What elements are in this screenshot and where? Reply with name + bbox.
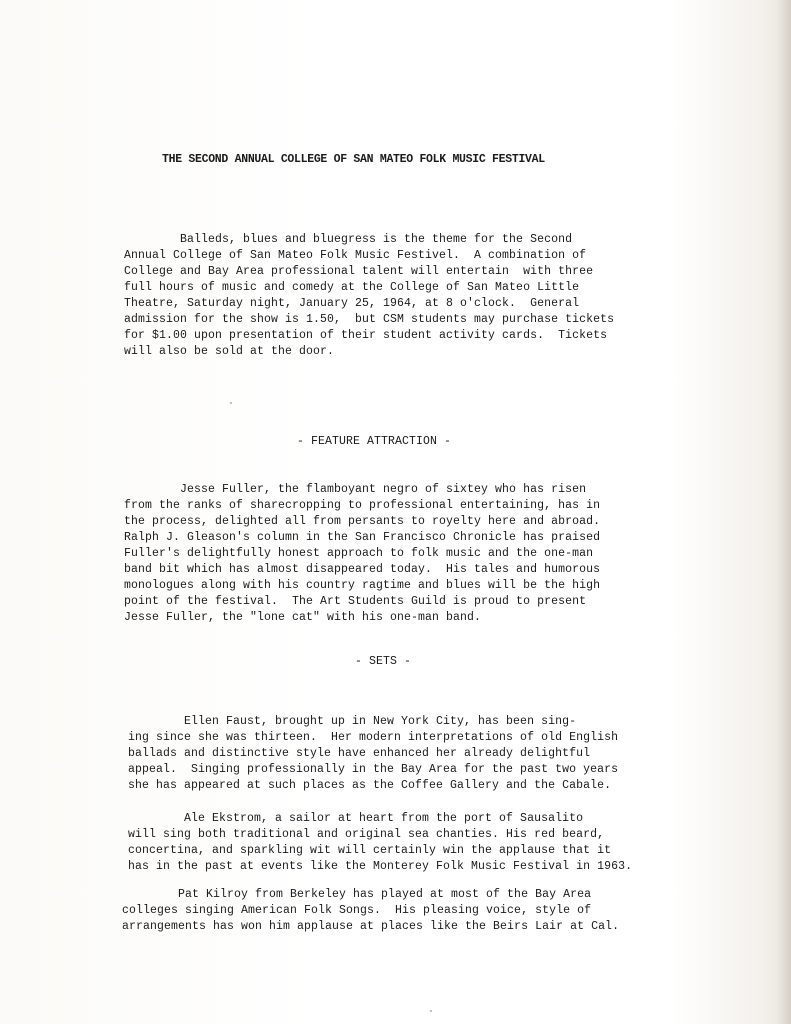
paper-edge-shadow bbox=[777, 0, 791, 1024]
set-paragraph-ale-ekstrom: Ale Ekstrom, a sailor at heart from the port of Sausalito will sing both traditional and original sea chanties. His red beard, concertina, and sparkling wit will certainly win the applause that it has in the past at events like the Monterey Folk Music Festival in 1963. bbox=[128, 812, 633, 873]
document-title: THE SECOND ANNUAL COLLEGE OF SAN MATEO FOLK MUSIC FESTIVAL bbox=[162, 153, 545, 166]
paper-speck bbox=[230, 402, 232, 404]
sets-heading: - SETS - bbox=[355, 655, 412, 668]
set-paragraph-ellen-faust: Ellen Faust, brought up in New York City, has been sing- ing since she was thirteen. Her modern interpretations of old English ballads and distinctive style have enhanced her already delightful appeal. Singing professionally in the Bay Area for the past two years she has appeared at such places as the Coffee Gallery and the Cabale. bbox=[128, 715, 619, 792]
intro-paragraph: Balleds, blues and bluegress is the theme for the Second Annual College of San Mateo Folk Music Festivel. A combination of College and Bay Area professional talent will entertain with three full hours of music and comedy at the College of San Mateo Little Theatre, Saturday night, January 25, 1964, at 8 o'clock. General admission for the show is 1.50, but CSM students may purchase tickets for $1.00 upon presentation of their student activity cards. Tickets will also be sold at the door. bbox=[124, 233, 615, 358]
set-paragraph-pat-kilroy: Pat Kilroy from Berkeley has played at most of the Bay Area colleges singing American Folk Songs. His pleasing voice, style of arrangements has won him applause at places like the Beirs Lair at Cal. bbox=[122, 888, 620, 933]
feature-paragraph: Jesse Fuller, the flamboyant negro of sixtey who has risen from the ranks of sharecropping to professional entertaining, has in the process, delighted all from persants to royelty here and abroad. Ralph J. Gleason's column in the San Francisco Chronicle has praised Fuller's delightfully honest approach to folk music and the one-man band bit which has almost disappeared today. His tales and humorous monologues along with his country ragtime and blues will be the high point of the festival. The Art Students Guild is proud to present Jesse Fuller, the "lone cat" with his one-man band. bbox=[124, 483, 601, 624]
paper-speck bbox=[430, 1010, 432, 1012]
feature-attraction-heading: - FEATURE ATTRACTION - bbox=[297, 435, 452, 448]
